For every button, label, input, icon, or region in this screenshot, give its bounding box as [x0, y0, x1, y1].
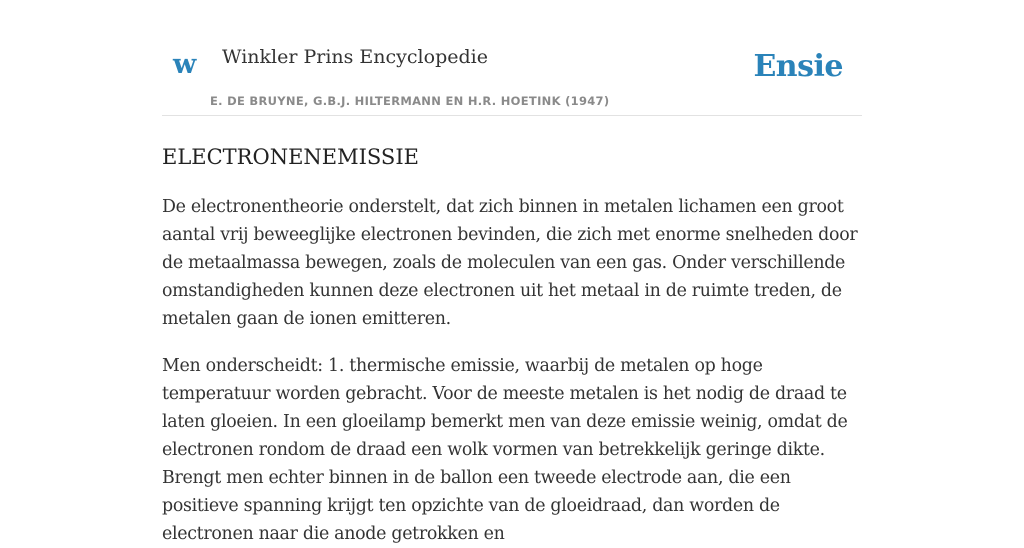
publication-title[interactable]: Winkler Prins Encyclopedie [222, 46, 488, 68]
winkler-prins-logo[interactable]: w [173, 49, 197, 80]
ensie-logo[interactable]: Ensie [753, 49, 843, 84]
header [162, 0, 862, 116]
article-paragraph-1: De electronentheorie onderstelt, dat zich binnen in metalen lichamen een groot aantal vrij beweeglijke electronen bevinden, die zich met enorme snelheden door de metaalmassa bewegen, zoals de moleculen van een gas. Onder verschillende omstandigheden kunnen deze electronen uit het metaal in de ruimte treden, de metalen gaan de ionen emitteren. [162, 197, 858, 329]
article-paragraph-2: Men onderscheidt: 1. thermische emissie, waarbij de metalen op hoge temperatuur worden gebracht. Voor de meeste metalen is het nodig de draad te laten gloeien. In een gloeilamp bemerkt men van deze emissie weinig, omdat de electronen rondom de draad een wolk vormen van betrekkelijk geringe dikte. Brengt men echter binnen in de ballon een tweede electrode aan, die een positieve spanning krijgt ten opzichte van de gloeidraad, dan worden de electronen naar die anode getrokken en [162, 356, 848, 544]
article-title: ELECTRONENEMISSIE [162, 145, 419, 169]
publication-authors: E. DE BRUYNE, G.B.J. HILTERMANN EN H.R. HOETINK (1947) [210, 94, 610, 108]
page-container [162, 0, 862, 548]
